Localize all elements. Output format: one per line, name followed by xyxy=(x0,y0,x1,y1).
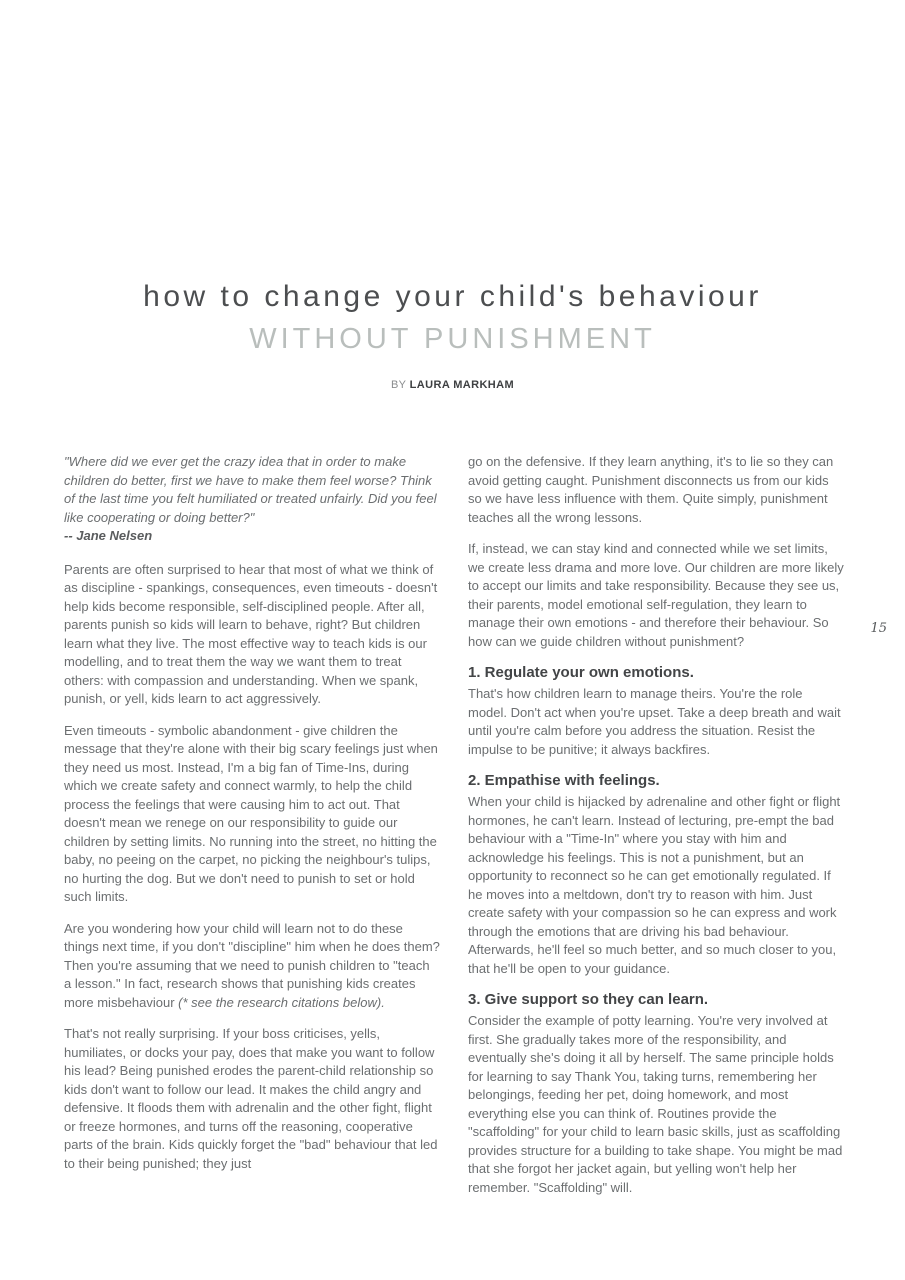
article-body xyxy=(64,453,844,1210)
byline xyxy=(0,379,905,391)
section-heading-empathise-feelings: 2. Empathise with feelings. xyxy=(468,772,660,789)
pull-quote xyxy=(64,453,440,546)
paragraph-research-citation-note: (* see the research citations below). xyxy=(178,994,385,1010)
section-heading-regulate-emotions: 1. Regulate your own emotions. xyxy=(468,664,694,681)
paragraph-discipline-surprise: Parents are often surprised to hear that most of what we think of as discipline - spankings, consequences, even timeouts - doesn't help kids become responsible, self-disciplined people. After all, parents punish so kids will learn to behave, right? But children learn what they live. The most effective way to teach kids is our modelling, and to treat them the way we want them to treat others: with compassion and understanding. When we spank, punish, or yell, kids learn to act aggressively. xyxy=(64,561,438,706)
section-regulate-emotions xyxy=(468,664,844,759)
article-subtitle: WITHOUT PUNISHMENT xyxy=(249,323,656,355)
section-body-give-support: Consider the example of potty learning. You're very involved at first. She gradually takes more of the responsibility, and eventually she's doing it all by herself. The same principle holds for learning to say Thank You, taking turns, remembering her belongings, feeding her pet, doing homework, and most everything else you can think of. Routines provide the "scaffolding" for your child to learn basic skills, just as scaffolding provides structure for a building to take shape. You might be mad that she forgot her jacket again, but yelling won't help her remember. "Scaffolding" will. xyxy=(468,1013,843,1195)
paragraph-kind-connected: If, instead, we can stay kind and connected while we set limits, we create less drama and more love. Our children are more likely to accept our limits and take responsibility. Because they see us, their parents, model emotional self-regulation, they learn to manage their own emotions - and therefore their behaviour. So how can we guide children without punishment? xyxy=(468,541,844,649)
paragraph-research-text: Are you wondering how your child will learn not to do these things next time, if you don't "discipline" him when he does them? Then you're assuming that we need to punish children to "teach a lesson." In fact, research shows that punishing kids creates more misbehaviour xyxy=(64,920,440,1010)
section-empathise-feelings xyxy=(468,772,844,978)
article-title: how to change your child's behaviour xyxy=(143,280,762,313)
left-column xyxy=(64,453,440,1210)
quote-attribution: -- Jane Nelsen xyxy=(64,528,153,543)
paragraph-defensive: go on the defensive. If they learn anything, it's to lie so they can avoid getting caught. Punishment disconnects us from our kids so we have less influence with them. Quite simply, punishment teaches all the wrong lessons. xyxy=(468,454,834,525)
section-heading-give-support: 3. Give support so they can learn. xyxy=(468,991,709,1008)
section-body-regulate-emotions: That's how children learn to manage theirs. You're the role model. Don't act when you're upset. Take a deep breath and wait until you're calm before you address the situation. Resist the impulse to be punitive; it always backfires. xyxy=(468,686,841,757)
article-header xyxy=(0,0,905,391)
right-column xyxy=(468,453,844,1210)
paragraph-boss-analogy: That's not really surprising. If your boss criticises, yells, humiliates, or docks your pay, does that make you want to follow his lead? Being punished erodes the parent-child relationship so kids don't want to follow our lead. It makes the child angry and defensive. It floods them with adrenalin and the other fight, flight or freeze hormones, and turns off the reasoning, cooperative parts of the brain. Kids quickly forget the "bad" behaviour that led to their being punished; they just xyxy=(64,1026,438,1171)
section-body-empathise-feelings: When your child is hijacked by adrenaline and other fight or flight hormones, he can't learn. Instead of lecturing, pre-empt the bad behaviour with a "Time-In" where you stay with him and acknowledge his feelings. This is not a punishment, but an opportunity to reconnect so he can get emotionally regulated. If he moves into a meltdown, don't try to reason with him. Just create safety with your compassion so he can express and work through the emotions that are driving his bad behaviour. Afterwards, he'll feel so much better, and so much closer to you, that he'll be open to your guidance. xyxy=(468,794,841,976)
paragraph-research xyxy=(64,920,440,1013)
section-give-support xyxy=(468,991,844,1197)
byline-prefix: BY xyxy=(390,379,410,391)
quote-text: "Where did we ever get the crazy idea that in order to make children do better, first we have to make them feel worse? Think of the last time you felt humiliated or treated unfairly. Did you feel like cooperating or doing better?" xyxy=(64,454,437,525)
byline-author: LAURA MARKHAM xyxy=(409,379,515,391)
page-number: 15 xyxy=(870,621,887,636)
paragraph-timeouts: Even timeouts - symbolic abandonment - give children the message that they're alone with their big scary feelings just when they need us most. Instead, I'm a big fan of Time-Ins, during which we create safety and connect warmly, to help the child process the feelings that were causing him to act out. That doesn't mean we renege on our responsibility to guide our children by setting limits. No running into the street, no hitting the baby, no peeing on the carpet, no picking the neighbour's tulips, no hurting the dog. But we don't need to punish to set or hold such limits. xyxy=(64,722,438,904)
